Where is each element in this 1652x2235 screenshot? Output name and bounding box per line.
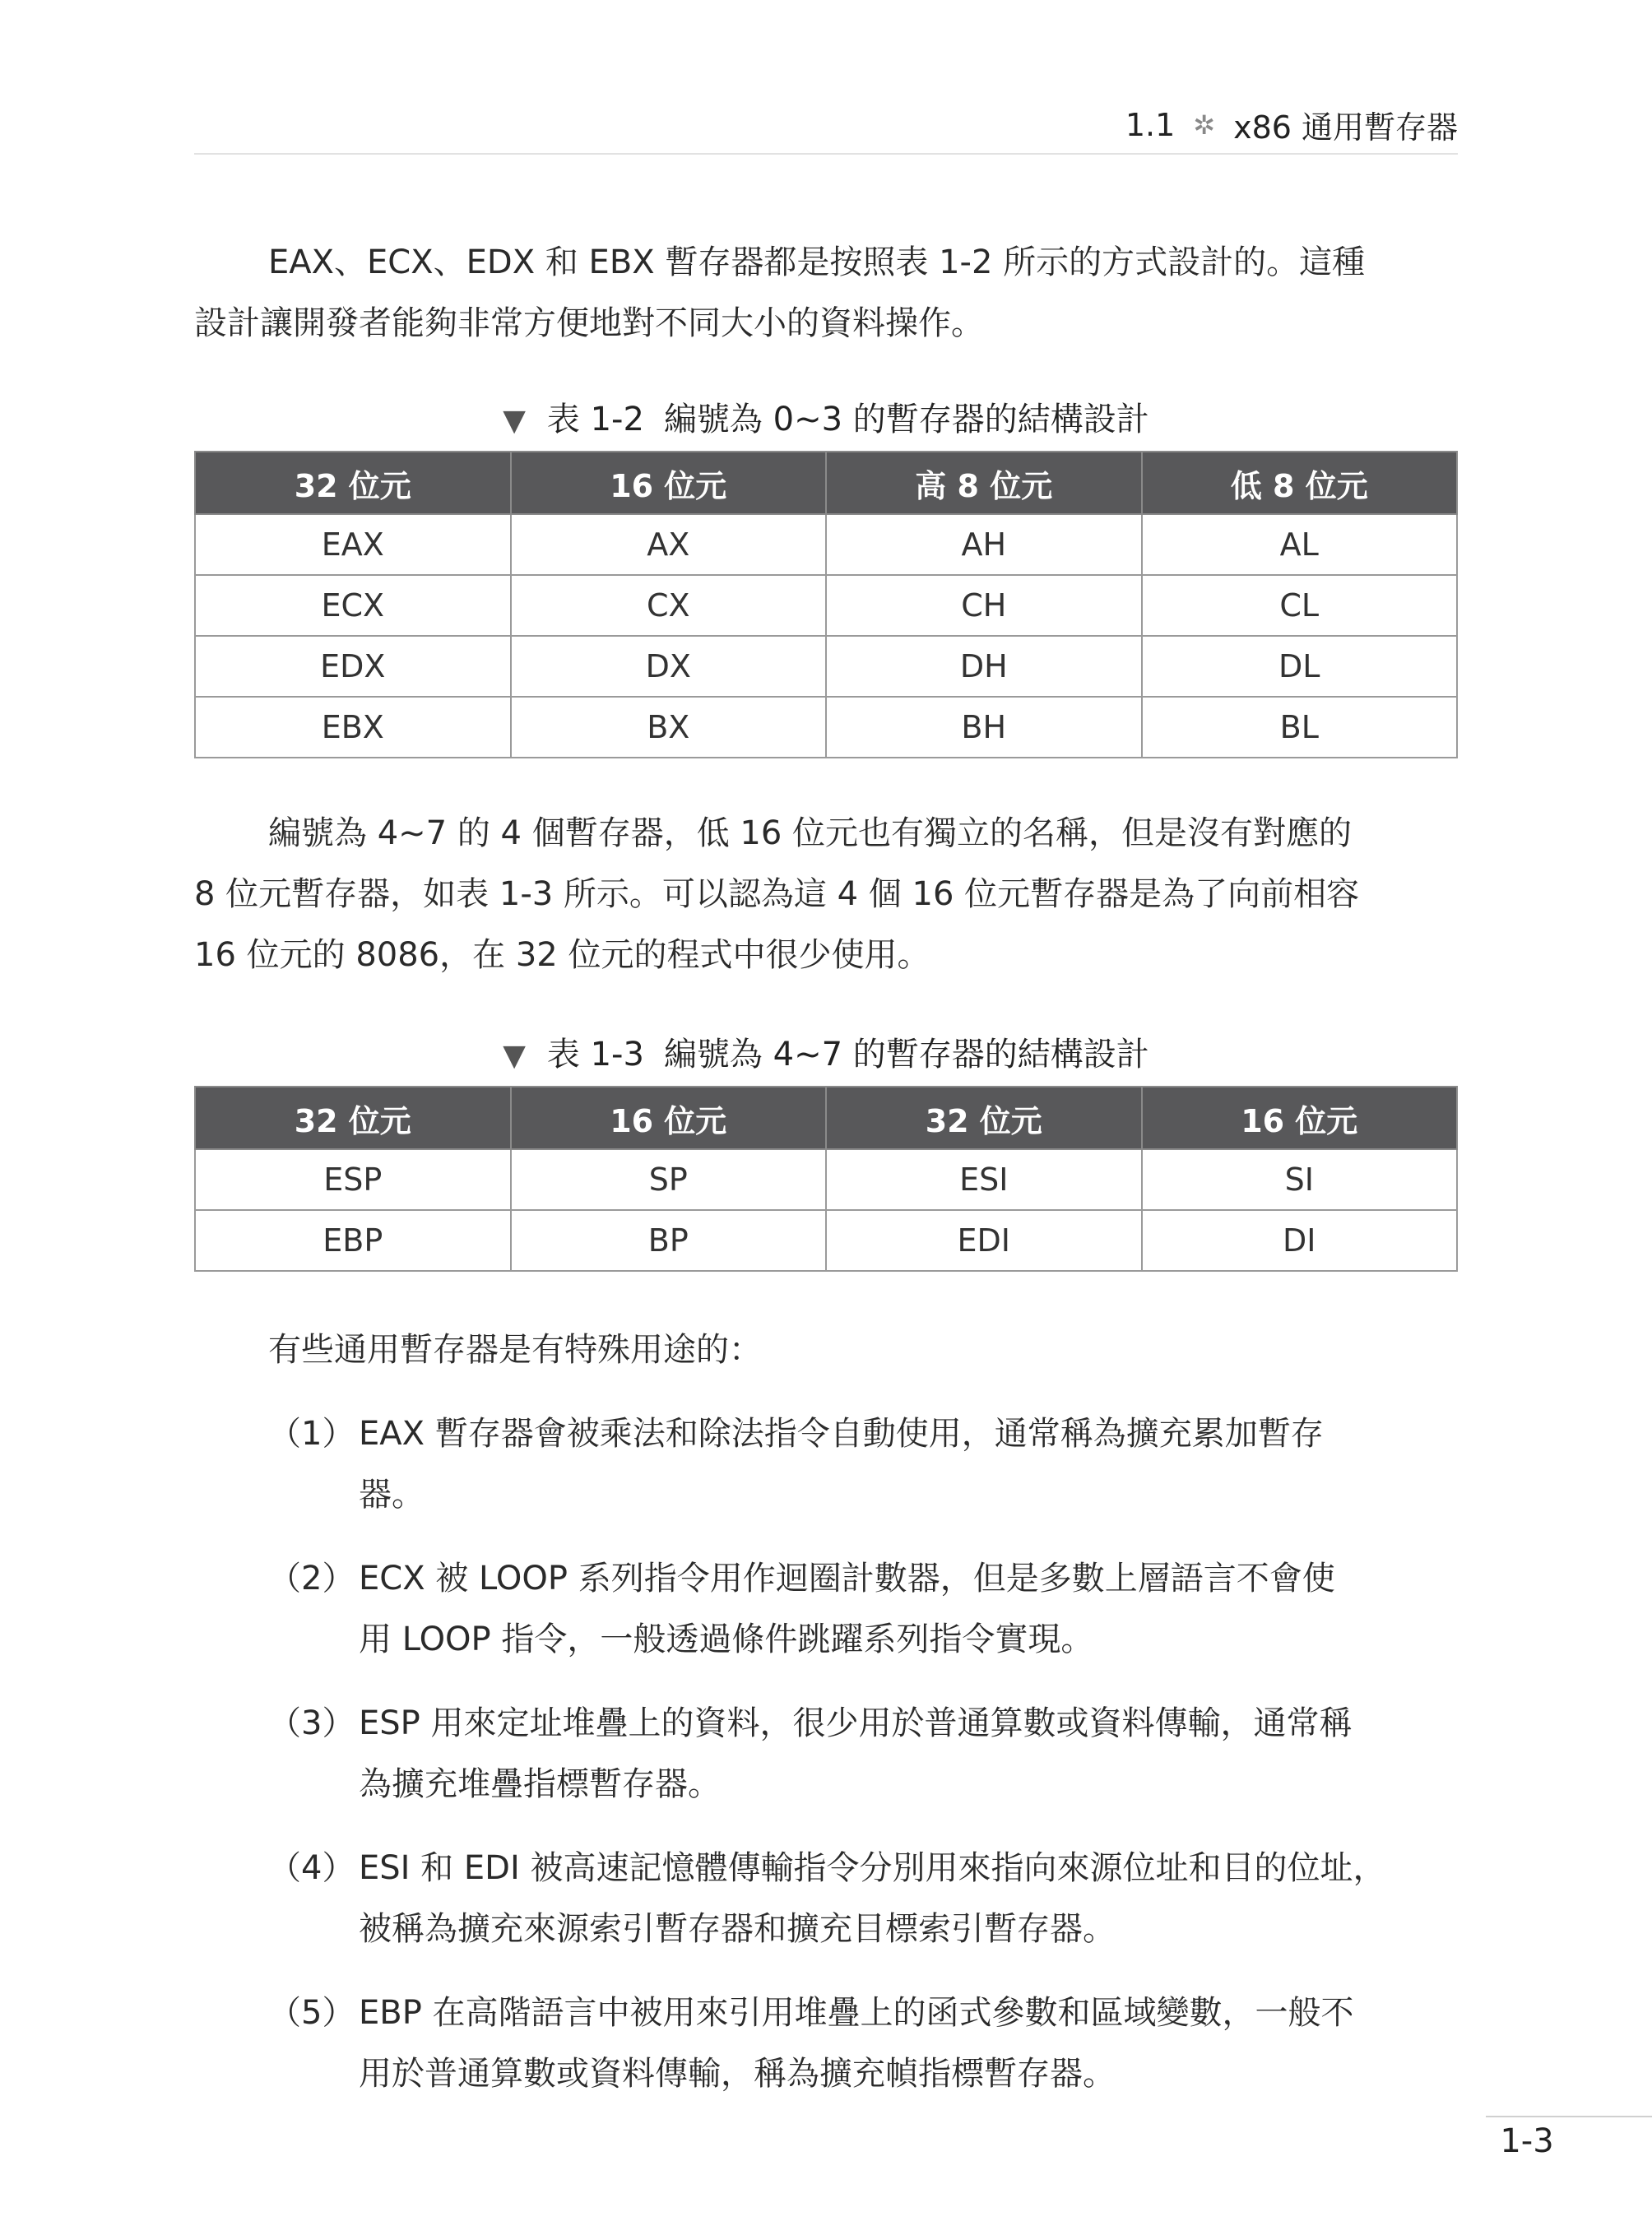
list-marker: （2）: [268, 1560, 355, 1597]
list-item-line: ESI 和 EDI 被高速記憶體傳輸指令分別用來指向來源位址和目的位址，: [359, 1849, 1386, 1887]
running-header: [194, 102, 1458, 147]
table-cell: DL: [1142, 636, 1458, 697]
list-item: [194, 1982, 1458, 2104]
table-cell: BP: [511, 1210, 827, 1271]
table-cell: ESI: [826, 1149, 1142, 1210]
paragraph-line: 設計讓開發者能夠非常方便地對不同大小的資料操作。: [194, 304, 984, 342]
table-cell: BL: [1142, 697, 1458, 758]
list-item-line: EAX 暫存器會被乘法和除法指令自動使用，通常稱為擴充累加暫存: [359, 1415, 1324, 1453]
table-caption-1-3: [194, 1028, 1458, 1075]
table-caption-text: 編號為 0~3 的暫存器的結構設計: [663, 401, 1149, 438]
table-number: 表 1-3: [546, 1036, 644, 1073]
list-marker: （1）: [268, 1415, 355, 1453]
table-cell: EBX: [195, 697, 511, 758]
header-cell: 32 位元: [195, 1087, 511, 1149]
table-row: [195, 1210, 1457, 1271]
middle-paragraph: [194, 803, 1458, 985]
list-item-line: ESP 用來定址堆疊上的資料，很少用於普通算數或資料傳輸，通常稱: [359, 1704, 1353, 1742]
table-number: 表 1-2: [546, 401, 644, 438]
table-cell: ESP: [195, 1149, 511, 1210]
list-item-line: 被稱為擴充來源索引暫存器和擴充目標索引暫存器。: [359, 1910, 1116, 1948]
page-number: 1-3: [1500, 2122, 1554, 2160]
header-cell: 高 8 位元: [826, 452, 1142, 514]
register-table-4-7: [194, 1086, 1458, 1272]
table-cell: CX: [511, 575, 827, 636]
table-cell: BH: [826, 697, 1142, 758]
table-cell: EBP: [195, 1210, 511, 1271]
triangle-down-icon: ▼: [503, 1039, 526, 1073]
list-marker: （4）: [268, 1849, 355, 1887]
section-number: 1.1: [1125, 106, 1176, 143]
table-row: [195, 1149, 1457, 1210]
table-cell: BX: [511, 697, 827, 758]
header-divider: [194, 153, 1458, 155]
table-caption-text: 編號為 4~7 的暫存器的結構設計: [663, 1036, 1149, 1073]
table-header-row: [195, 452, 1457, 514]
table-cell: EDX: [195, 636, 511, 697]
header-cell: 32 位元: [195, 452, 511, 514]
table-header-row: [195, 1087, 1457, 1149]
list-item-line: 為擴充堆疊指標暫存器。: [359, 1765, 721, 1803]
paragraph-line: 16 位元的 8086，在 32 位元的程式中很少使用。: [194, 936, 930, 974]
section-title: x86 通用暫存器: [1233, 109, 1458, 146]
table-cell: ECX: [195, 575, 511, 636]
table-cell: AX: [511, 514, 827, 575]
table-caption-1-2: [194, 393, 1458, 440]
paragraph-line: 編號為 4~7 的 4 個暫存器，低 16 位元也有獨立的名稱，但是沒有對應的: [268, 814, 1353, 852]
list-item: [194, 1403, 1458, 1525]
header-cell: 16 位元: [511, 452, 827, 514]
paragraph-line: EAX、ECX、EDX 和 EBX 暫存器都是按照表 1-2 所示的方式設計的。這種: [268, 243, 1366, 281]
list-item-line: ECX 被 LOOP 系列指令用作迴圈計數器，但是多數上層語言不會使: [359, 1560, 1335, 1597]
table-cell: DI: [1142, 1210, 1458, 1271]
paragraph-line: 8 位元暫存器，如表 1-3 所示。可以認為這 4 個 16 位元暫存器是為了向前相容: [194, 875, 1360, 913]
table-row: [195, 636, 1457, 697]
list-item-line: 用於普通算數或資料傳輸，稱為擴充幀指標暫存器。: [359, 2055, 1116, 2093]
header-cell: 16 位元: [511, 1087, 827, 1149]
list-item: [194, 1548, 1458, 1670]
list-item-line: 用 LOOP 指令，一般透過條件跳躍系列指令實現。: [359, 1621, 1094, 1658]
list-intro: [194, 1319, 1458, 1380]
list-marker: （5）: [268, 1994, 355, 2032]
list-marker: （3）: [268, 1704, 355, 1742]
table-cell: SP: [511, 1149, 827, 1210]
list-item-line: EBP 在高階語言中被用來引用堆疊上的函式參數和區域變數，一般不: [359, 1994, 1354, 2032]
special-purpose-list: [194, 1403, 1458, 2127]
table-row: [195, 514, 1457, 575]
list-item: [194, 1838, 1458, 1959]
register-table-0-3: [194, 451, 1458, 758]
header-cell: 低 8 位元: [1142, 452, 1458, 514]
table-cell: DX: [511, 636, 827, 697]
table-cell: CH: [826, 575, 1142, 636]
footer-divider: [1486, 2116, 1652, 2117]
gear-icon: ✲: [1193, 109, 1216, 141]
table-cell: SI: [1142, 1149, 1458, 1210]
header-cell: 32 位元: [826, 1087, 1142, 1149]
triangle-down-icon: ▼: [503, 404, 526, 438]
table-cell: DH: [826, 636, 1142, 697]
intro-paragraph: [194, 232, 1458, 354]
table-cell: CL: [1142, 575, 1458, 636]
paragraph-line: 有些通用暫存器是有特殊用途的：: [268, 1331, 762, 1369]
table-cell: EAX: [195, 514, 511, 575]
list-item-line: 器。: [359, 1476, 425, 1514]
list-item: [194, 1693, 1458, 1815]
table-row: [195, 575, 1457, 636]
table-cell: AH: [826, 514, 1142, 575]
table-cell: AL: [1142, 514, 1458, 575]
header-cell: 16 位元: [1142, 1087, 1458, 1149]
table-cell: EDI: [826, 1210, 1142, 1271]
table-row: [195, 697, 1457, 758]
